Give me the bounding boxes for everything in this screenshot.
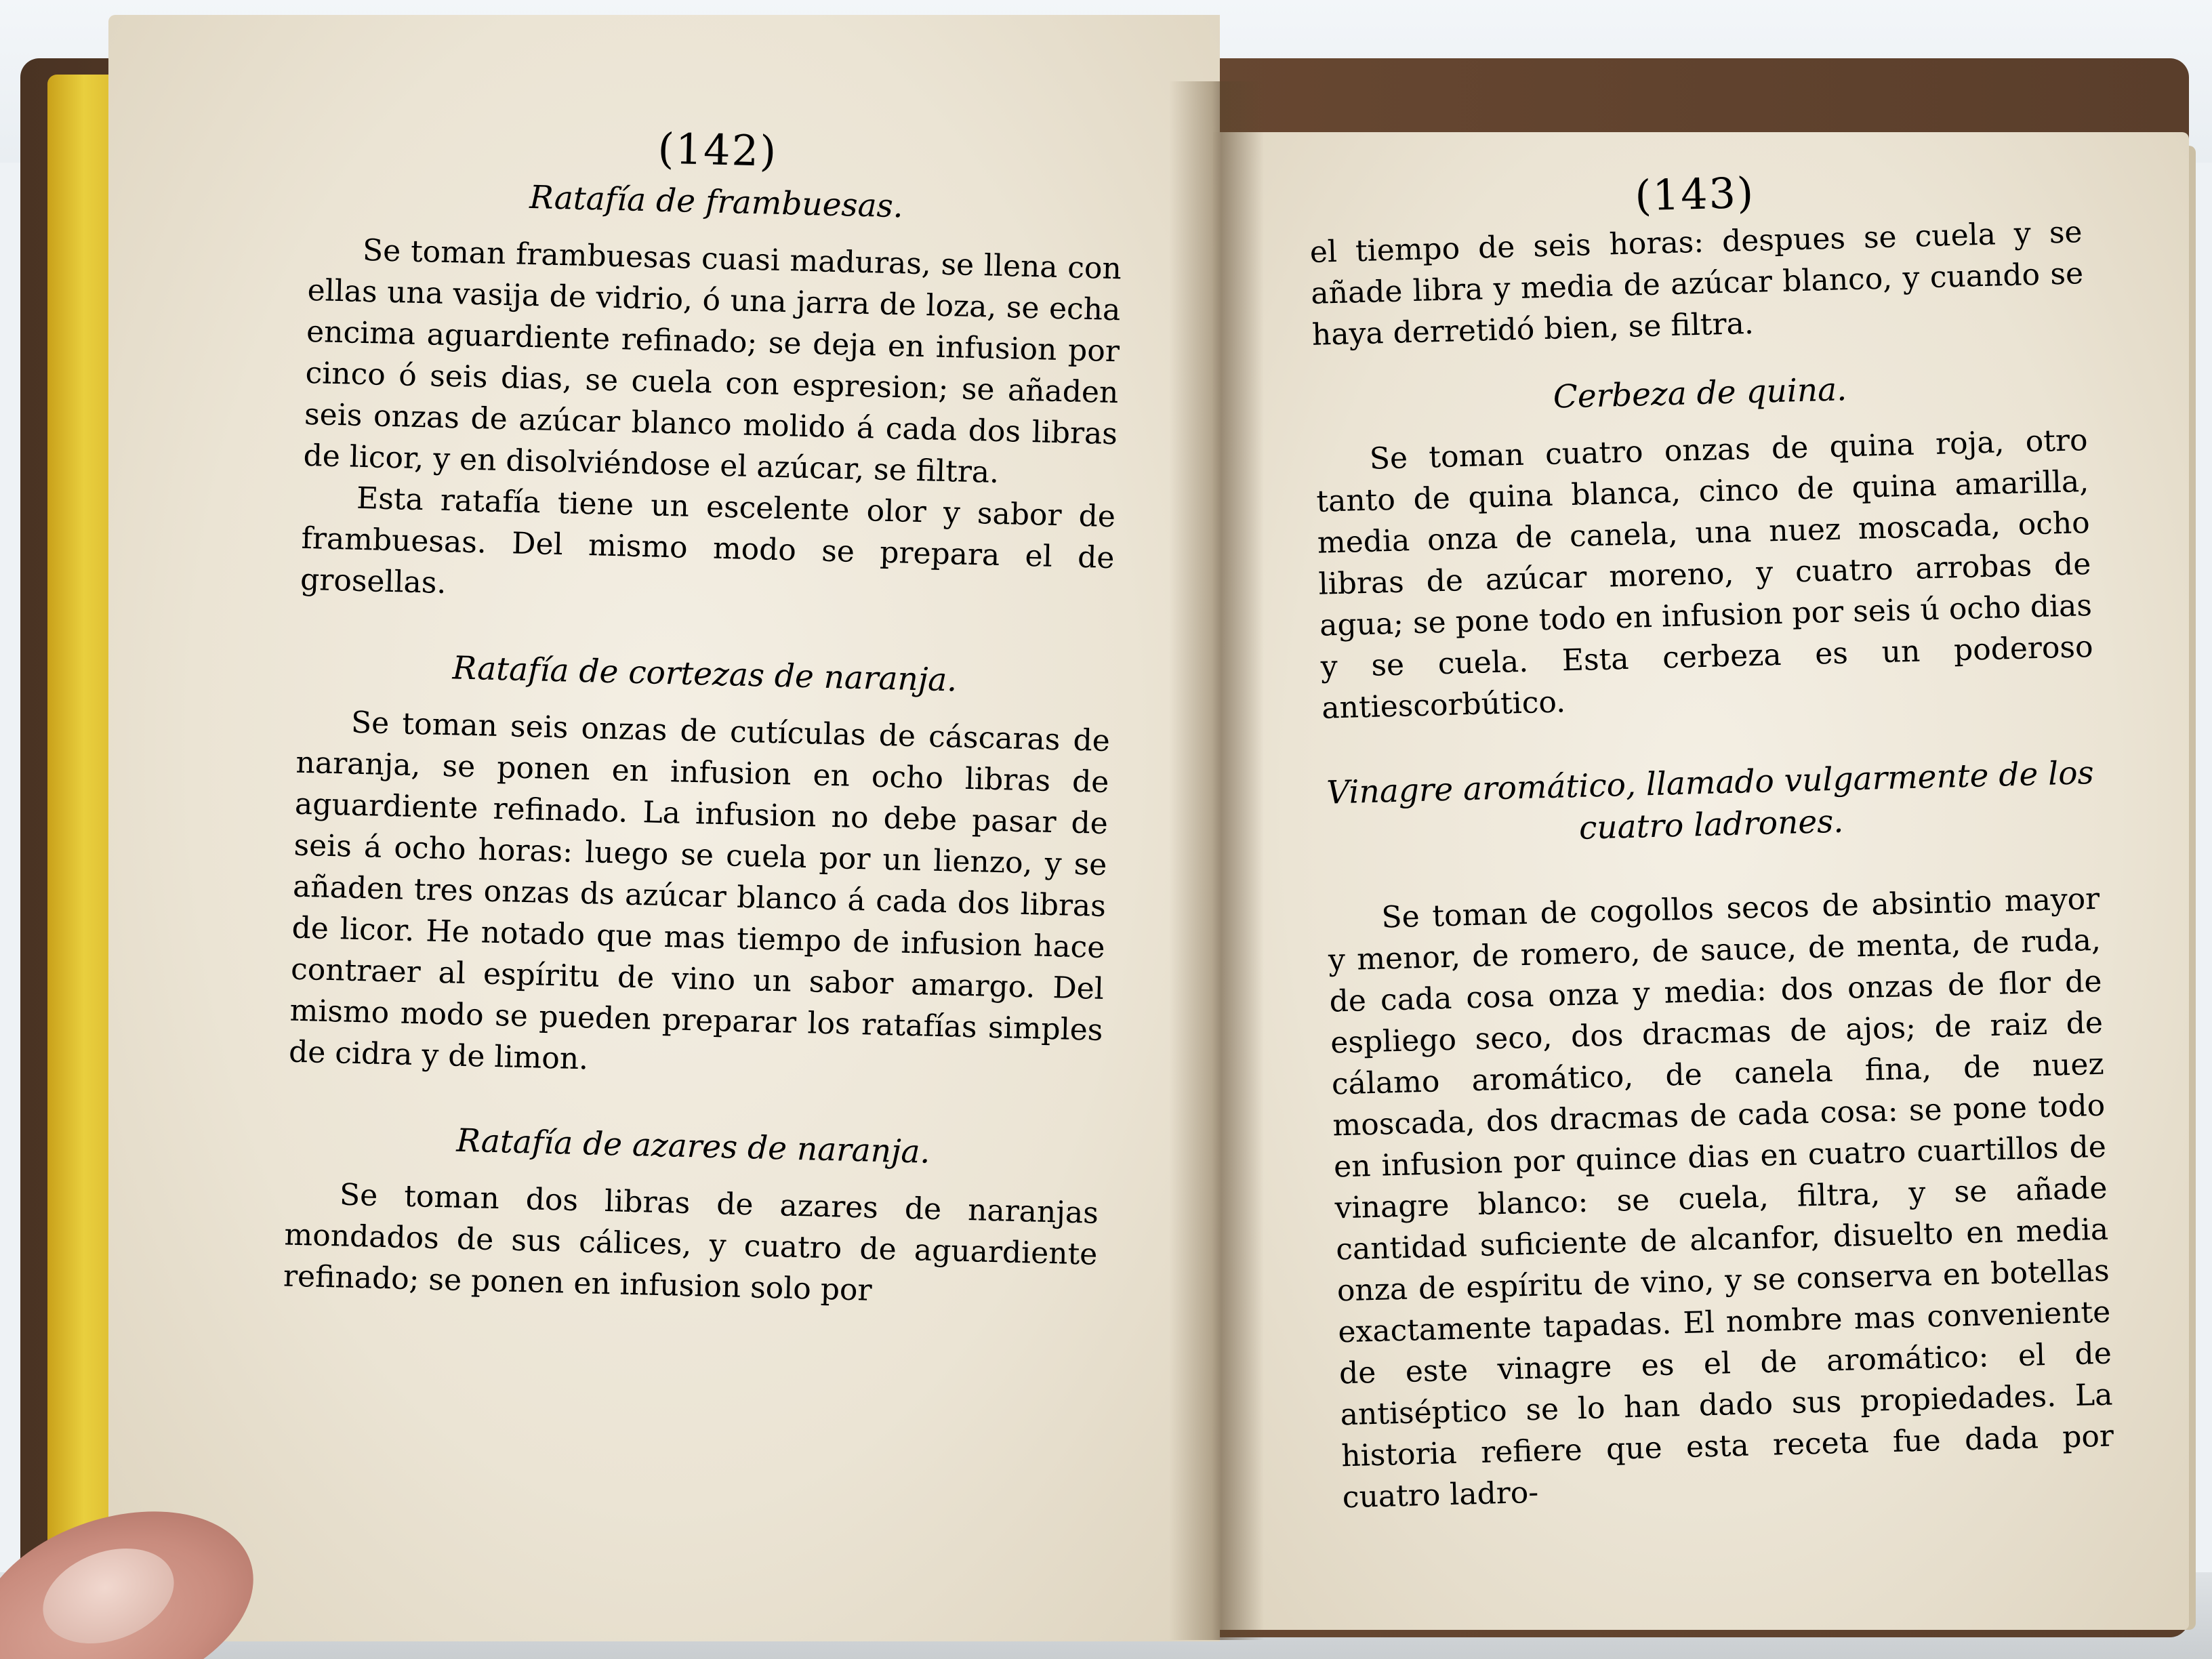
paragraph: Se toman dos libras de azares de naranjas mondados de sus cálices, y cuatro de aguardiente refinado; se ponen en infusion solo por <box>283 1177 1099 1308</box>
paragraph: Se toman seis onzas de cutículas de cáscaras de naranja, se ponen en infusion en ocho libras de aguardiente refinado. La infusion no debe pasar de seis á ocho horas: luego se cuela por un lienzo, y se añaden tres onzas ds azúcar blanco á cada dos libras de licor. He notado que mas tiempo de infusion hace contraer al espíritu de vino un sabor amargo. Del mismo modo se pueden preparar los ratafías simples de cidra y de limon. <box>288 705 1111 1077</box>
paragraph: Se toman de cogollos secos de absintio mayor y menor, de romero, de sauce, de menta, de ruda, de cada cosa onza y media: dos onzas de flor de espliego seco, dos dracmas de ajos; de raiz de cálamo aromático, de canela fina, de nuez moscada, dos dracmas de cada cosa: se pone todo en infusion por quince dias en cuatro cuartillos de vinagre blanco: se cuela, filtra, y se añade cantidad suficiente de alcanfor, disuelto en media onza de espíritu de vino, y se conserva en botellas exactamente tapadas. El nombre mas conveniente de este vinagre es el de aromático: el de antiséptico se lo han dado sus propiedades. La historia refiere que esta receta fue dada por cuatro ladro- <box>1328 881 2114 1515</box>
section-heading: Ratafía de frambuesas. <box>529 178 904 226</box>
paragraph: Se toman cuatro onzas de quina roja, otro tanto de quina blanca, cinco de quina amarilla, media onza de canela, una nuez moscada, ocho libras de azúcar moreno, y cuatro arrobas de agua; se pone todo en infusion por seis ú ocho dias y se cuela. Esta cerbeza es un poderoso antiescorbútico. <box>1315 423 2094 726</box>
section-heading: Vinagre aromático, llamado vulgarmente de los cuatro ladrones. <box>1326 754 2095 847</box>
paragraph: Se toman frambuesas cuasi maduras, se llena con ellas una vasija de vidrio, ó una jarra de loza, se echa encima aguardiente refinado; se deja en infusion por cinco ó seis dias, se cuela con espresion; se añaden seis onzas de azúcar blanco molido á cada dos libras de licor, y en disolviéndose el azúcar, se filtra. <box>303 232 1122 490</box>
paragraph-continuation: el tiempo de seis horas: despues se cuela y se añade libra y media de azúcar blanco, y cuando se haya derretidó bien, se filtra. <box>1309 215 2084 352</box>
page-number: (143) <box>1634 167 1756 221</box>
book-gutter <box>1169 81 1264 1640</box>
paragraph: Esta ratafía tiene un escelente olor y sabor de frambuesas. Del mismo modo se prepara el de grosellas. <box>300 480 1116 601</box>
section-heading: Cerbeza de quina. <box>1553 371 1847 416</box>
section-heading: Ratafía de cortezas de naranja. <box>452 649 958 699</box>
left-page-text <box>283 115 1124 1317</box>
page-number: (142) <box>657 123 779 176</box>
right-page-text <box>1308 159 2115 1518</box>
section-heading: Ratafía de azares de naranja. <box>455 1122 931 1171</box>
